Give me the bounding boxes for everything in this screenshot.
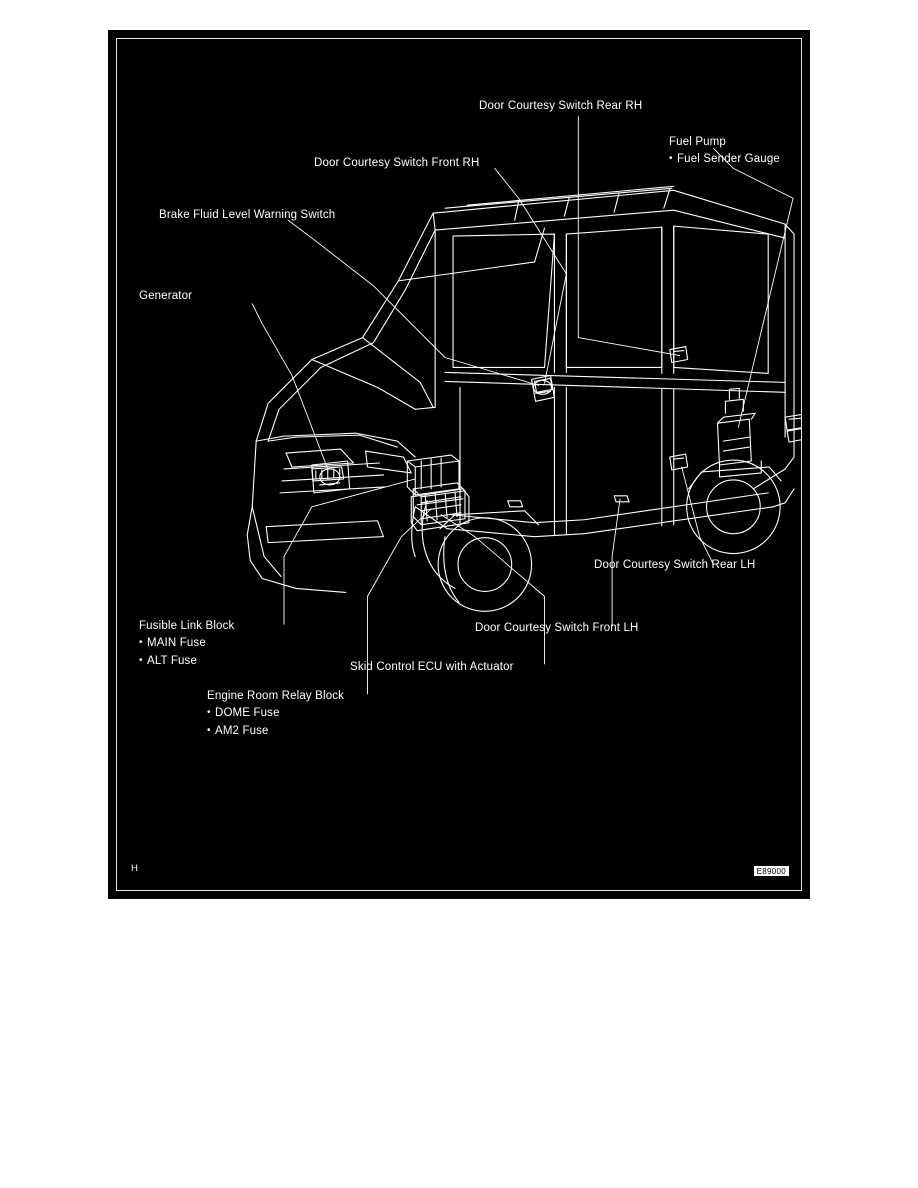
- label-title: Door Courtesy Switch Rear LH: [594, 559, 756, 571]
- label-sub-item: • DOME Fuse: [207, 704, 344, 722]
- label-fuel-pump: [669, 135, 780, 168]
- label-title: Fuel Pump: [669, 136, 726, 148]
- label-door-courtesy-switch-rear-rh: [479, 99, 642, 114]
- page-corner-mark: H: [131, 863, 138, 874]
- label-sub-item: • ALT Fuse: [139, 652, 234, 670]
- label-engine-room-relay-block: [207, 689, 344, 740]
- label-title: Door Courtesy Switch Front RH: [314, 157, 480, 169]
- label-title: Skid Control ECU with Actuator: [350, 661, 514, 673]
- label-brake-fluid-level-warning-switch: [159, 208, 335, 223]
- label-skid-control-ecu-with-actuator: [350, 660, 514, 675]
- label-title: Generator: [139, 290, 193, 302]
- label-title: Brake Fluid Level Warning Switch: [159, 209, 336, 221]
- label-generator: [139, 289, 192, 304]
- diagram-frame: [108, 30, 810, 899]
- figure-code: E89000: [754, 866, 789, 876]
- label-title: Engine Room Relay Block: [207, 690, 345, 702]
- label-title: Fusible Link Block: [139, 620, 235, 632]
- label-door-courtesy-switch-rear-lh: [594, 558, 755, 573]
- label-door-courtesy-switch-front-rh: [314, 156, 479, 171]
- label-sub-item: • Fuel Sender Gauge: [669, 150, 780, 168]
- label-title: Door Courtesy Switch Front LH: [475, 622, 639, 634]
- label-door-courtesy-switch-front-lh: [475, 621, 639, 636]
- diagram-inner-border: [116, 38, 802, 891]
- label-title: Door Courtesy Switch Rear RH: [479, 100, 643, 112]
- label-sub-item: • MAIN Fuse: [139, 634, 234, 652]
- label-fusible-link-block: [139, 619, 234, 670]
- label-sub-item: • AM2 Fuse: [207, 722, 344, 740]
